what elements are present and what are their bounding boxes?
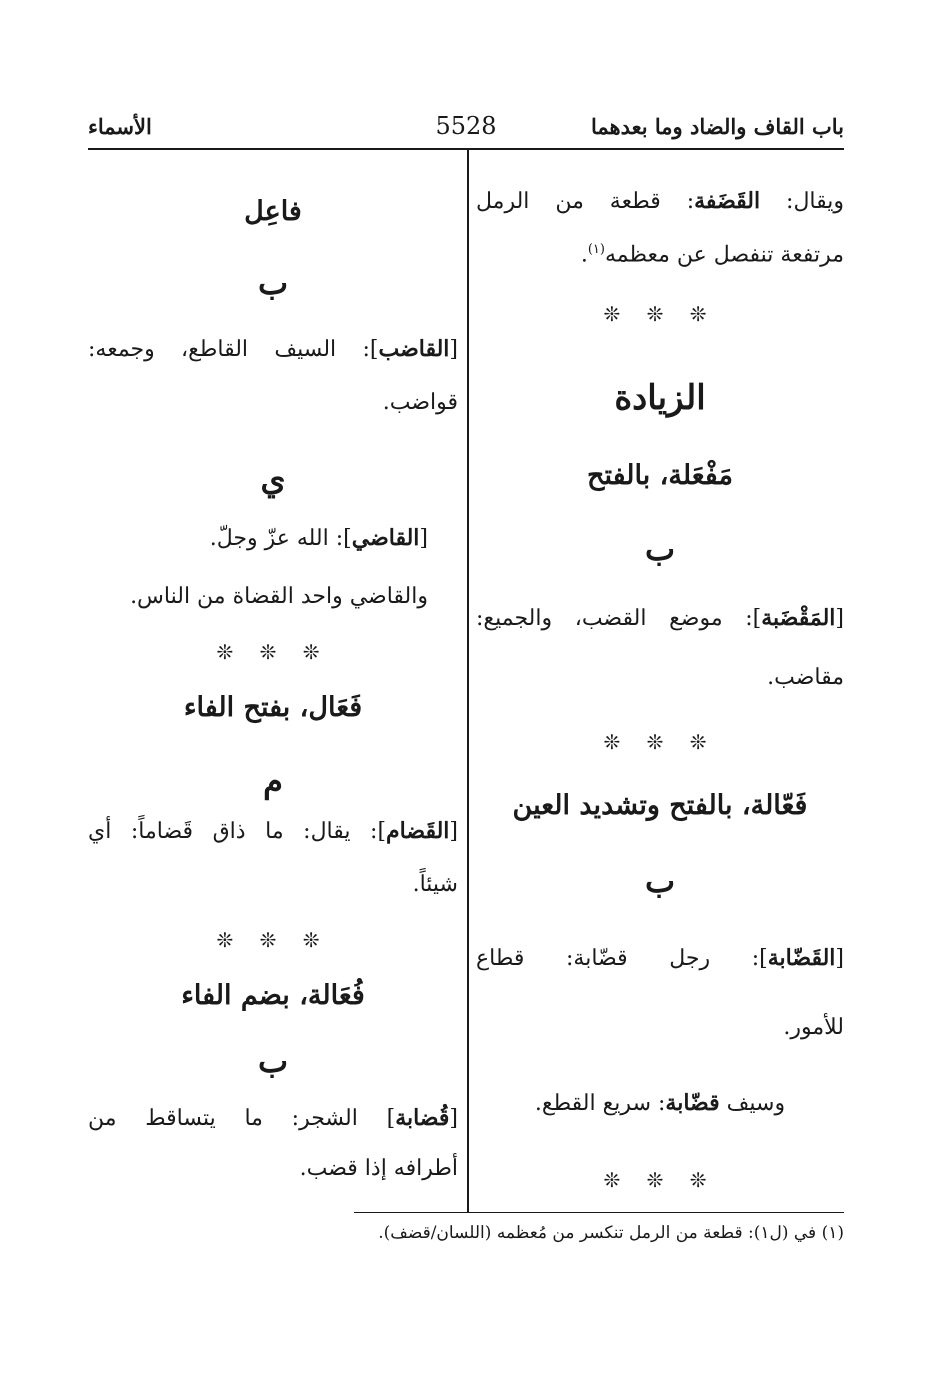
- entry-line: للأمور.: [783, 1015, 844, 1040]
- letter-heading: م: [263, 762, 283, 800]
- entry-keyword: القاضي: [351, 525, 420, 551]
- section-separator: ❊ ❊ ❊: [216, 928, 330, 952]
- entry-keyword: القَضَفة: [694, 188, 761, 214]
- entry-keyword: قضّابة: [665, 1090, 720, 1116]
- pattern-heading: فَعّالة، بالفتح وتشديد العين: [512, 790, 808, 821]
- pattern-heading: فَعَال، بفتح الفاء: [183, 692, 363, 723]
- paragraph-line: مرتفعة تنفصل عن معظمه$^{(١)}$.: [580, 242, 844, 268]
- column-divider: [467, 150, 469, 1212]
- entry-keyword: القَضام: [386, 818, 450, 844]
- letter-heading: ب: [644, 530, 676, 568]
- entry-line: قواضب.: [382, 390, 458, 415]
- section-title: الأسماء: [88, 114, 152, 139]
- page-header: [88, 108, 844, 150]
- entry-line: وسيف قضّابة: سريع القطع.: [534, 1090, 786, 1116]
- entry-line: [القاضي]: الله عزّ وجلّ.: [209, 525, 428, 551]
- right-column: [476, 150, 844, 1210]
- entry-line: [المَقْضَبة]: موضع القضب، والجميع:: [476, 605, 844, 631]
- footnote-marker: (١): [587, 242, 605, 257]
- pattern-heading: فاعِل: [244, 196, 302, 227]
- entry-line: أطرافه إذا قضب.: [299, 1156, 458, 1181]
- entry-keyword: قُضابة: [395, 1105, 450, 1131]
- letter-heading: ب: [257, 264, 289, 302]
- letter-heading: ب: [257, 1042, 289, 1080]
- entry-keyword: القَضّابة: [767, 945, 836, 971]
- entry-line: [القَضّابة]: رجل قضّابة: قطاع: [476, 945, 844, 971]
- entry-line: [القَضام]: يقال: ما ذاق قَضاماً: أي: [88, 818, 458, 844]
- page-number: 5528: [435, 112, 497, 140]
- section-separator: ❊ ❊ ❊: [603, 1168, 717, 1192]
- section-separator: ❊ ❊ ❊: [603, 302, 717, 326]
- left-column: [88, 150, 458, 1210]
- entry-keyword: المَقْضَبة: [761, 605, 836, 631]
- entry-line: والقاضي واحد القضاة من الناس.: [130, 584, 428, 609]
- footnote: (١) في (ل١): قطعة من الرمل تنكسر من مُعظمه (اللسان/قضف).: [378, 1223, 844, 1243]
- letter-heading: ب: [644, 862, 676, 900]
- section-separator: ❊ ❊ ❊: [216, 640, 330, 664]
- entry-line: [القاضب]: السيف القاطع، وجمعه:: [88, 336, 458, 362]
- section-separator: ❊ ❊ ❊: [603, 730, 717, 754]
- entry-keyword: القاضب: [378, 336, 450, 362]
- footnote-rule: [354, 1212, 844, 1213]
- entry-line: مقاضب.: [767, 665, 844, 690]
- section-heading: الزيادة: [614, 378, 706, 418]
- pattern-heading: فُعَالة، بضم الفاء: [181, 980, 365, 1011]
- chapter-title: باب القاف والضاد وما بعدهما: [590, 114, 844, 139]
- entry-line: [قُضابة] الشجر: ما يتساقط من: [88, 1105, 458, 1131]
- entry-line: شيئاً.: [412, 872, 458, 897]
- pattern-heading: مَفْعَلة، بالفتح: [587, 460, 733, 491]
- paragraph-line: ويقال: القَضَفة: قطعة من الرمل: [476, 188, 845, 214]
- letter-heading: ي: [260, 460, 286, 498]
